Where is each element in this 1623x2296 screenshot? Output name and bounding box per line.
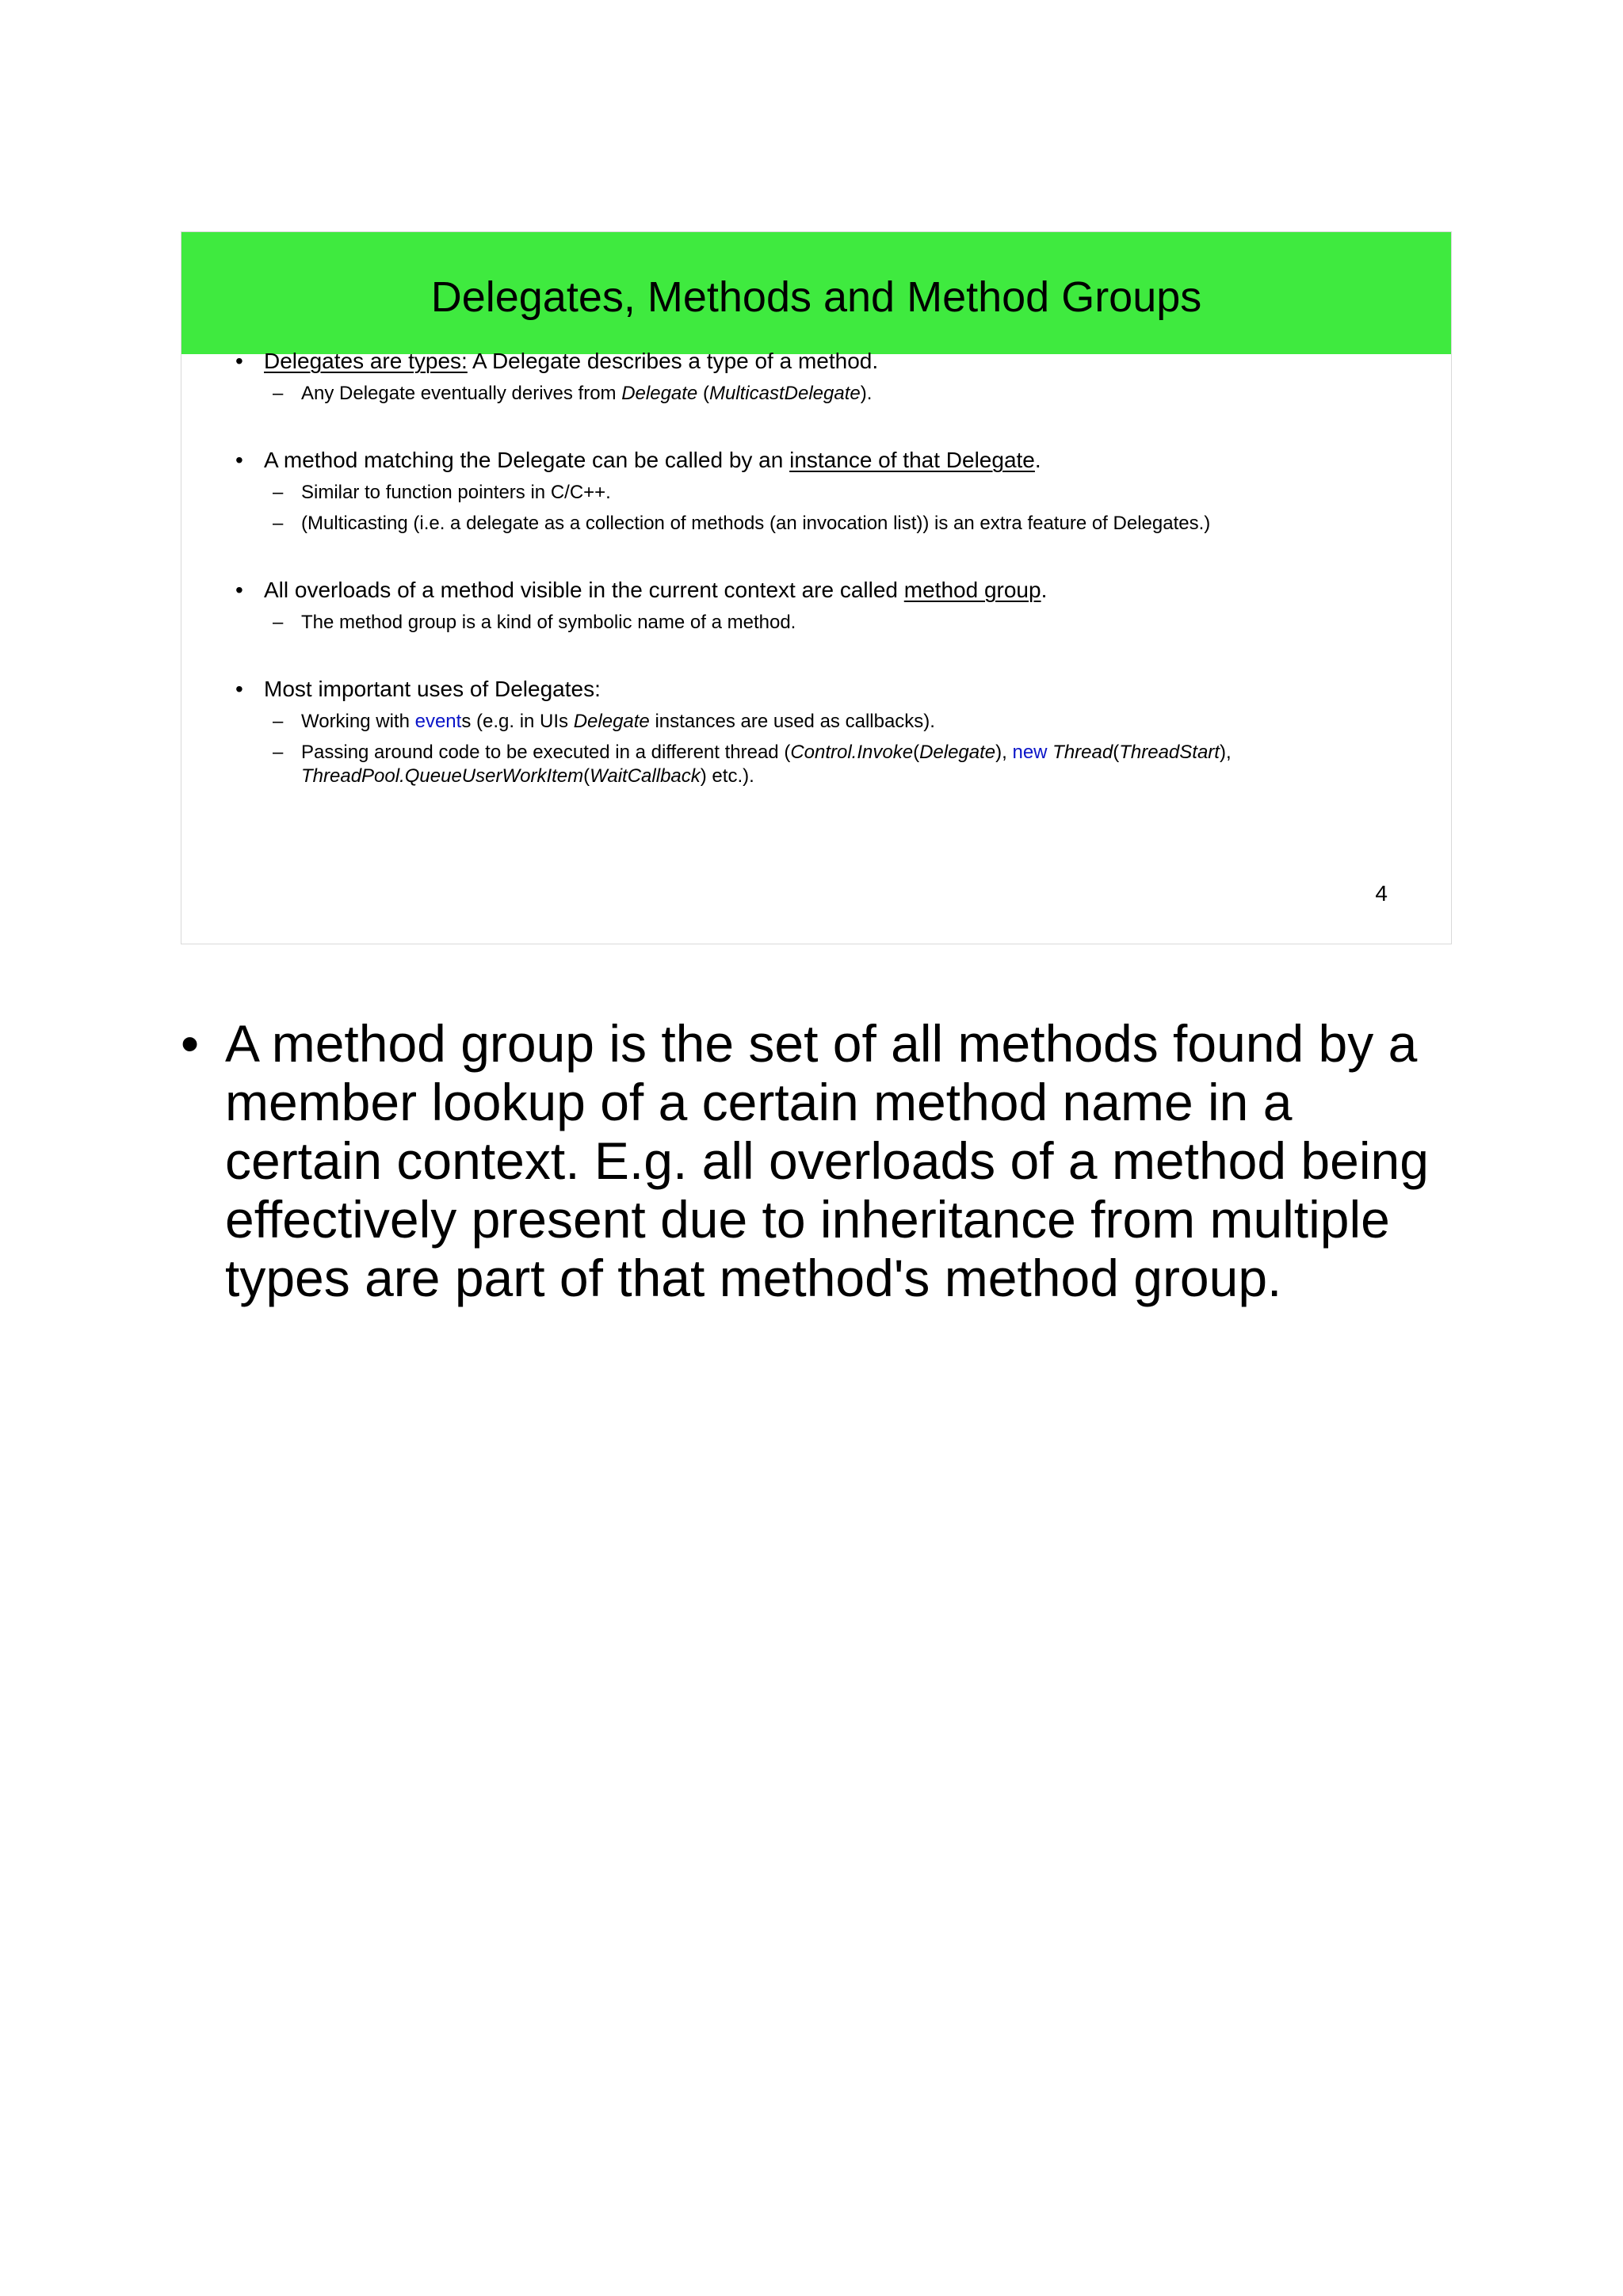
italic-run: Thread — [1052, 742, 1113, 763]
text-run: s (e.g. in UIs — [461, 711, 574, 732]
slide — [181, 231, 1452, 944]
bullet-method-group — [264, 577, 1451, 604]
underlined-term: Delegates are types: — [264, 349, 468, 373]
sub-bullet-threads — [301, 741, 1331, 788]
text-run: Working with — [301, 711, 415, 732]
text-run: ( — [1113, 742, 1120, 763]
slide-body — [181, 348, 1451, 788]
sub-bullet-events — [301, 710, 1451, 734]
speaker-notes — [181, 1014, 1461, 1307]
text-run: ) etc.). — [700, 765, 754, 787]
text-run: ( — [697, 383, 709, 404]
text-run: ), — [995, 742, 1013, 763]
text-run: ). — [860, 383, 873, 404]
text-run: Any Delegate eventually derives from — [301, 383, 622, 404]
underlined-term: method group — [903, 578, 1041, 602]
keyword-run: event — [414, 711, 462, 732]
text-run: ), — [1219, 742, 1232, 763]
italic-run: Delegate — [573, 711, 650, 732]
bullet-delegates-are-types — [264, 348, 1451, 375]
italic-run: Delegate — [621, 383, 698, 404]
underlined-term: instance of that Delegate — [789, 448, 1035, 472]
bullet-tail: . — [1041, 578, 1048, 602]
bullet-important-uses — [264, 676, 1451, 703]
slide-title: Delegates, Methods and Method Groups — [430, 273, 1202, 321]
sub-bullet-derives-from-delegate — [301, 382, 1451, 406]
notes-text: A method group is the set of all methods found by a member lookup of a certain method name in a certain context. E.g. all overloads of a method being effectively present due to inheritance from multiple types are part of that method's method group. — [225, 1014, 1429, 1307]
bullet-text: A method matching the Delegate can be called by an — [264, 448, 790, 472]
bullet-method-matching — [264, 447, 1451, 474]
bullet-text: All overloads of a method visible in the current context are called — [264, 578, 904, 602]
sub-bullet-function-pointers: – Similar to function pointers in C/C++. — [301, 481, 1451, 505]
page-number: 4 — [1375, 881, 1388, 906]
sub-bullet-symbolic-name: – The method group is a kind of symbolic name of a method. — [301, 611, 1451, 635]
text-run: Passing around code to be executed in a different thread ( — [301, 742, 791, 763]
notes-bullet: • — [181, 1014, 200, 1073]
keyword-run: new — [1012, 742, 1048, 763]
text-run: ( — [913, 742, 920, 763]
italic-run: MulticastDelegate — [708, 383, 861, 404]
italic-run: Control.Invoke — [790, 742, 914, 763]
sub-bullet-multicasting: – (Multicasting (i.e. a delegate as a collection of methods (an invocation list)) is an extra feature of Delegates.) — [301, 512, 1451, 536]
bullet-tail: . — [1034, 448, 1041, 472]
bullet-text: Most important uses of Delegates: — [264, 677, 601, 701]
slide-header-bar — [181, 232, 1451, 354]
italic-run: ThreadStart — [1119, 742, 1220, 763]
italic-run: ThreadPool.QueueUserWorkItem — [301, 765, 584, 787]
italic-run: Delegate — [919, 742, 996, 763]
text-run: ( — [583, 765, 590, 787]
bullet-text: A Delegate describes a type of a method. — [467, 349, 879, 373]
italic-run: WaitCallback — [590, 765, 701, 787]
text-run: instances are used as callbacks). — [649, 711, 935, 732]
